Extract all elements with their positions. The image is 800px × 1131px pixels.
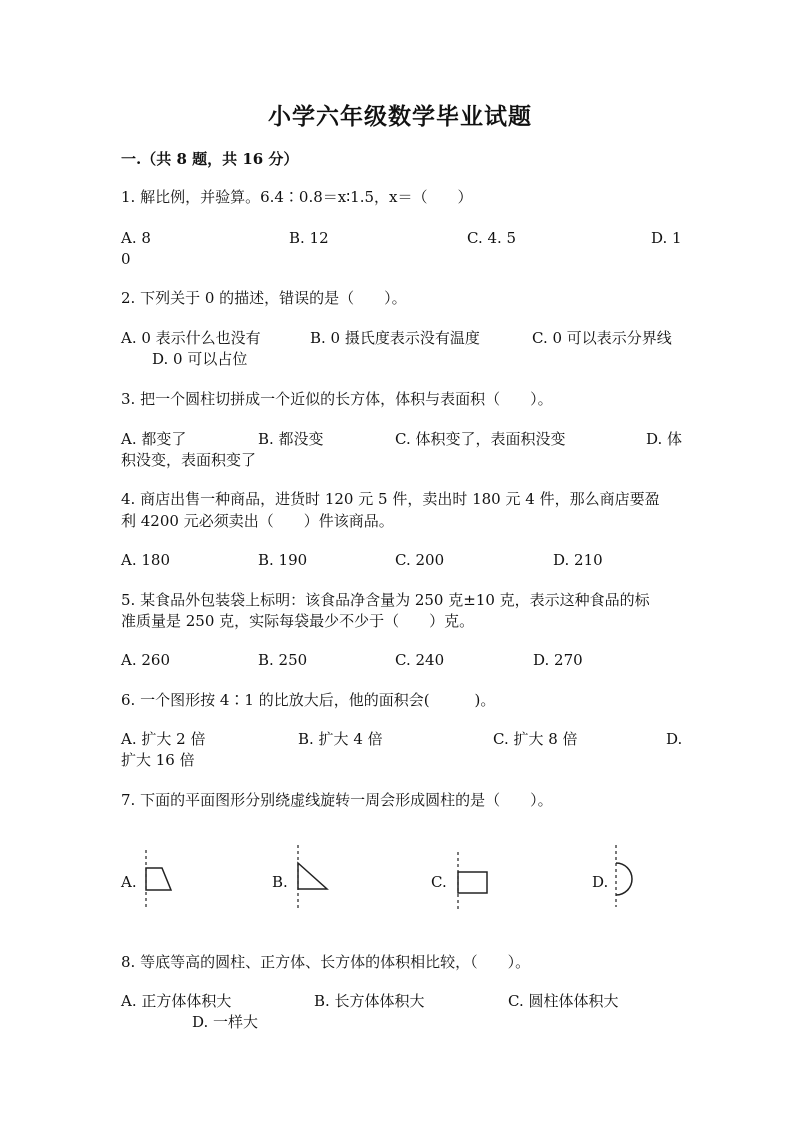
section-heading: 一.（共 8 题，共 16 分） [121, 150, 299, 168]
rectangle-figure [450, 852, 495, 912]
question-3-option-d-wrap: 积没变，表面积变了 [121, 451, 257, 469]
question-6-option-b: B. 扩大 4 倍 [298, 730, 383, 748]
question-6-option-d: D. [666, 730, 683, 748]
question-8-option-a: A. 正方体体积大 [121, 992, 232, 1010]
question-1-stem: 1. 解比例，并验算。6.4∶0.8＝x∶1.5，x＝（ ） [121, 188, 473, 206]
question-2-stem: 2. 下列关于 0 的描述，错误的是（ ）。 [121, 289, 407, 307]
question-2-option-c: C. 0 可以表示分界线 [532, 329, 672, 347]
question-1-option-b: B. 12 [289, 229, 329, 247]
question-5-option-a: A. 260 [121, 651, 170, 669]
question-8-option-d: D. 一样大 [192, 1013, 259, 1031]
question-3-option-a: A. 都变了 [121, 430, 187, 448]
question-7-option-a-label: A. [121, 873, 137, 891]
question-1-option-d-wrap: 0 [121, 250, 131, 268]
question-3-option-b: B. 都没变 [258, 430, 324, 448]
question-8-stem: 8. 等底等高的圆柱、正方体、长方体的体积相比较，（ ）。 [121, 953, 531, 971]
question-7-option-b-label: B. [272, 873, 288, 891]
question-3-option-d: D. 体 [646, 430, 683, 448]
question-5-option-c: C. 240 [395, 651, 445, 669]
question-7-option-d-label: D. [592, 873, 609, 891]
question-4-option-c: C. 200 [395, 551, 445, 569]
question-7-option-c-label: C. [431, 873, 447, 891]
question-3-option-c: C. 体积变了，表面积没变 [395, 430, 566, 448]
question-1-option-c: C. 4. 5 [467, 229, 517, 247]
question-6-stem: 6. 一个图形按 4∶1 的比放大后，他的面积会( )。 [121, 691, 496, 709]
semicircle-figure [606, 845, 646, 910]
question-5-option-b: B. 250 [258, 651, 308, 669]
question-4-option-b: B. 190 [258, 551, 308, 569]
question-5-stem-line-2: 准质量是 250 克，实际每袋最少不少于（ ）克。 [121, 612, 475, 630]
question-6-option-a: A. 扩大 2 倍 [121, 730, 206, 748]
question-4-stem-line-2: 利 4200 元必须卖出（ ）件该商品。 [121, 512, 394, 530]
trapezoid-figure [138, 850, 178, 910]
question-2-option-a: A. 0 表示什么也没有 [121, 329, 261, 347]
question-8-option-c: C. 圆柱体体积大 [508, 992, 619, 1010]
question-1-option-d: D. 1 [651, 229, 682, 247]
question-4-option-d: D. 210 [553, 551, 603, 569]
question-7-stem: 7. 下面的平面图形分别绕虚线旋转一周会形成圆柱的是（ ）。 [121, 791, 553, 809]
question-6-option-c: C. 扩大 8 倍 [493, 730, 578, 748]
question-1-option-a: A. 8 [121, 229, 151, 247]
page-title: 小学六年级数学毕业试题 [268, 103, 532, 130]
question-6-option-d-wrap: 扩大 16 倍 [121, 751, 195, 769]
question-4-option-a: A. 180 [121, 551, 170, 569]
question-3-stem: 3. 把一个圆柱切拼成一个近似的长方体，体积与表面积（ ）。 [121, 390, 553, 408]
question-2-option-b: B. 0 摄氏度表示没有温度 [310, 329, 480, 347]
question-4-stem-line-1: 4. 商店出售一种商品，进货时 120 元 5 件，卖出时 180 元 4 件，那么商店要盈 [121, 490, 660, 508]
question-8-option-b: B. 长方体体积大 [314, 992, 425, 1010]
question-5-option-d: D. 270 [533, 651, 583, 669]
right-triangle-figure [290, 845, 335, 910]
question-5-stem-line-1: 5. 某食品外包装袋上标明：该食品净含量为 250 克±10 克，表示这种食品的标 [121, 591, 650, 609]
question-2-option-d: D. 0 可以占位 [152, 350, 248, 368]
